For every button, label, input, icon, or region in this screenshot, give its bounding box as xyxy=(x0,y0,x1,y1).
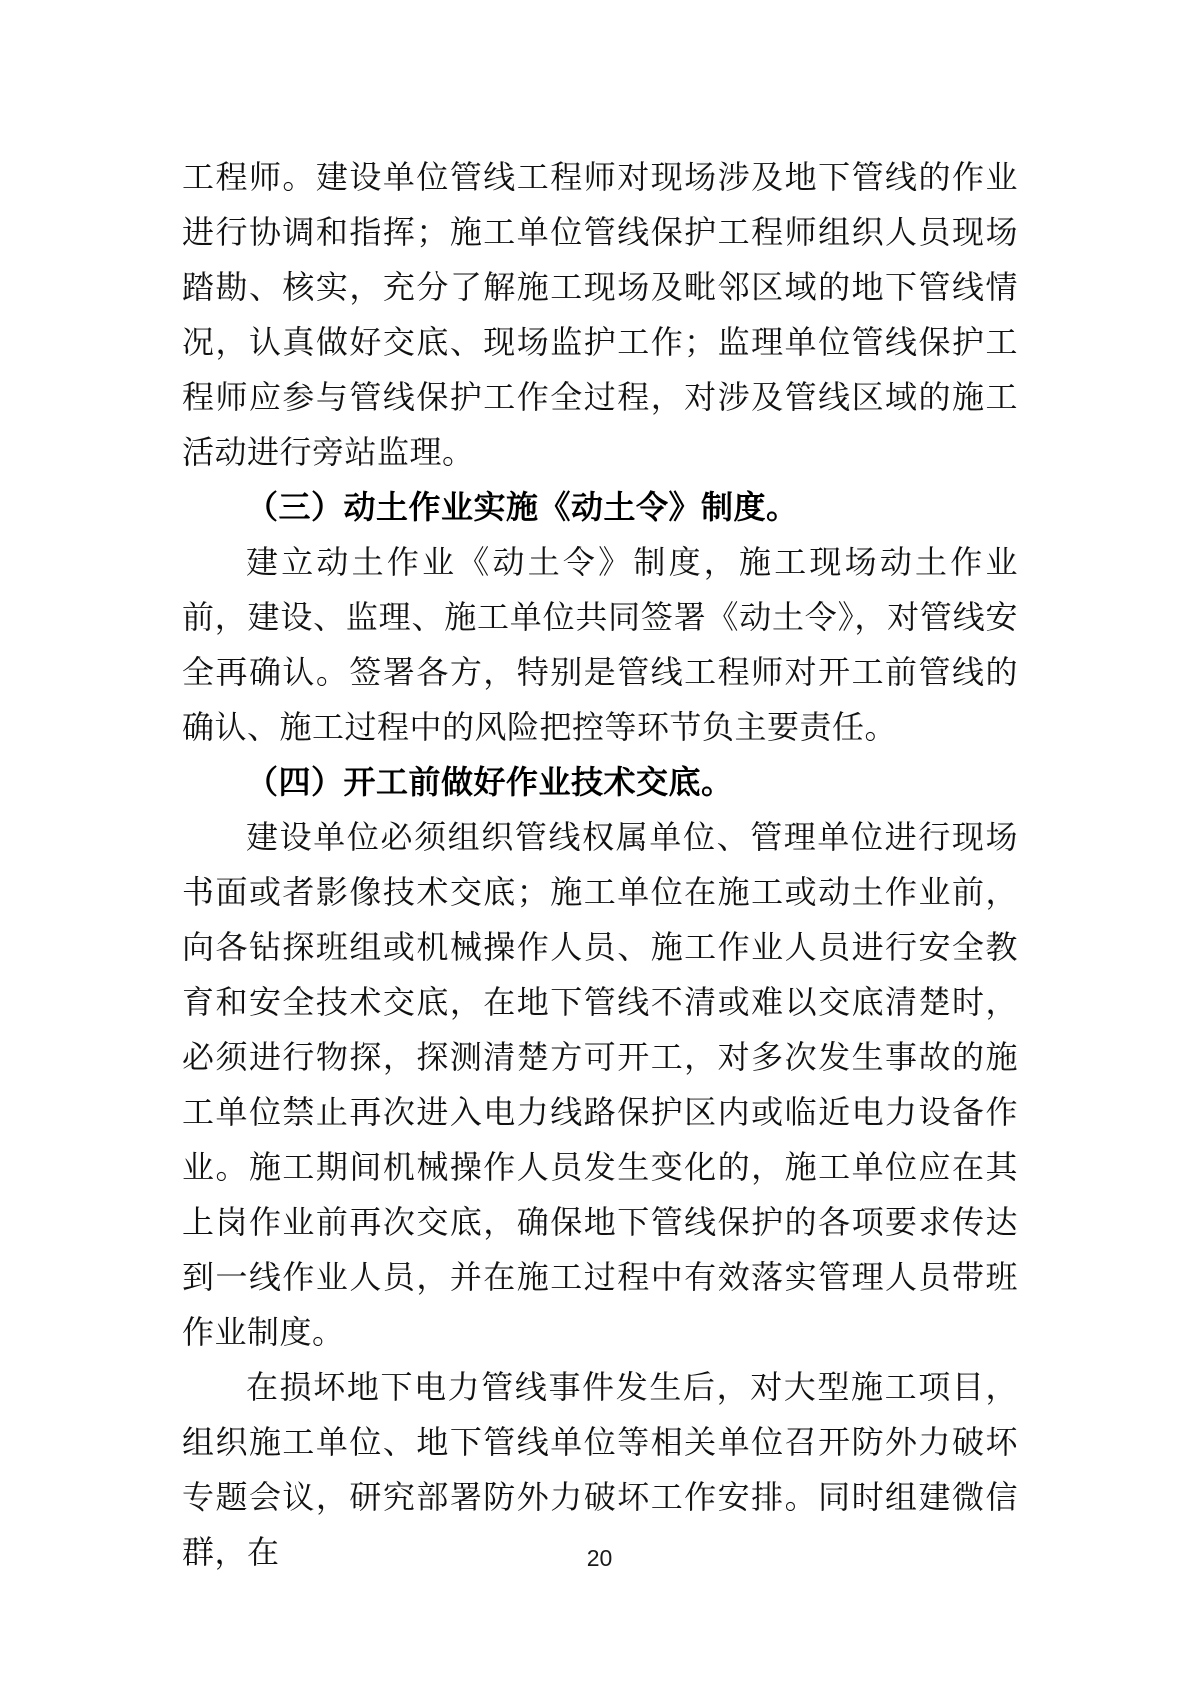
page-number: 20 xyxy=(586,1545,613,1571)
page-footer xyxy=(0,1543,1199,1573)
paragraph: 在损坏地下电力管线事件发生后，对大型施工项目，组织施工单位、地下管线单位等相关单位召开防外力破坏专题会议，研究部署防外力破坏工作安排。同时组建微信群，在 xyxy=(182,1369,1018,1570)
section-heading: （三）动土作业实施《动土令》制度。 xyxy=(246,489,799,525)
paragraph: 工程师。建设单位管线工程师对现场涉及地下管线的作业进行协调和指挥；施工单位管线保护工程师组织人员现场踏勘、核实，充分了解施工现场及毗邻区域的地下管线情况，认真做好交底、现场监护工作；监理单位管线保护工程师应参与管线保护工作全过程，对涉及管线区域的施工活动进行旁站监理。 xyxy=(182,159,1018,470)
paragraph: 建设单位必须组织管线权属单位、管理单位进行现场书面或者影像技术交底；施工单位在施工或动土作业前，向各钻探班组或机械操作人员、施工作业人员进行安全教育和安全技术交底，在地下管线不清或难以交底清楚时，必须进行物探，探测清楚方可开工，对多次发生事故的施工单位禁止再次进入电力线路保护区内或临近电力设备作业。施工期间机械操作人员发生变化的，施工单位应在其上岗作业前再次交底，确保地下管线保护的各项要求传达到一线作业人员，并在施工过程中有效落实管理人员带班作业制度。 xyxy=(182,819,1018,1350)
document-body xyxy=(182,150,1018,1580)
section-heading: （四）开工前做好作业技术交底。 xyxy=(246,764,734,800)
paragraph: 建立动土作业《动土令》制度，施工现场动土作业前，建设、监理、施工单位共同签署《动土令》，对管线安全再确认。签署各方，特别是管线工程师对开工前管线的确认、施工过程中的风险把控等环节负主要责任。 xyxy=(182,544,1018,745)
